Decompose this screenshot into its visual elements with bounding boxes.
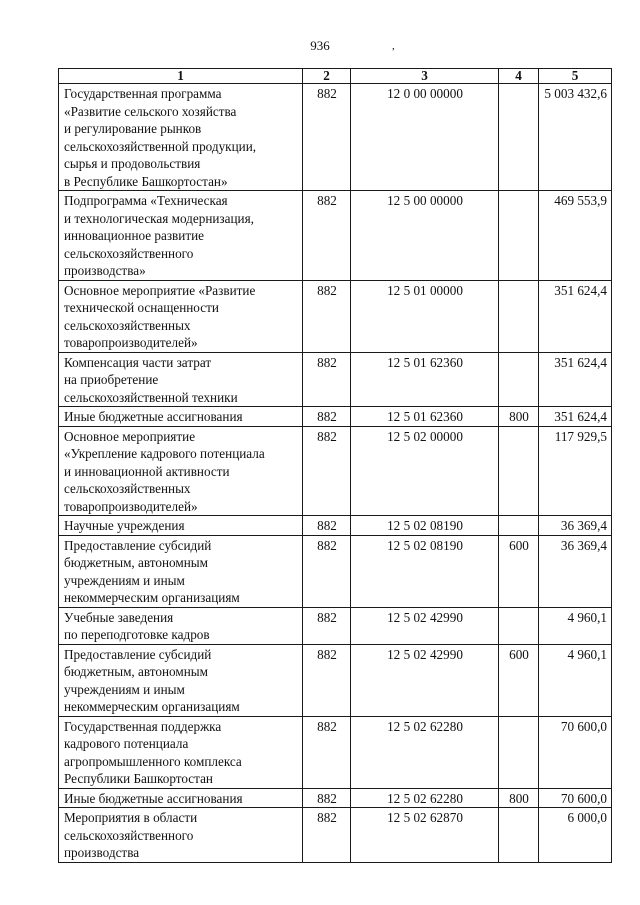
amount-cell: 36 369,4 <box>539 535 612 607</box>
expense-type-cell <box>499 84 539 191</box>
table-row <box>59 84 612 191</box>
table-row <box>59 426 612 516</box>
table-row <box>59 808 612 863</box>
item-name-line: Компенсация части затрат <box>64 354 212 370</box>
item-name-line: сельскохозяйственного <box>64 827 194 843</box>
item-name-line: «Развитие сельского хозяйства <box>64 103 237 119</box>
item-name-line: по переподготовке кадров <box>64 627 210 642</box>
expense-type-cell: 600 <box>499 535 539 607</box>
amount-cell: 36 369,4 <box>539 516 612 536</box>
item-name-line: на приобретение <box>64 372 159 387</box>
amount-cell: 70 600,0 <box>539 788 612 808</box>
item-name-line: кадрового потенциала <box>64 736 189 751</box>
header-cell-3: 3 <box>351 69 499 84</box>
table-row <box>59 407 612 427</box>
target-article-cell: 12 5 02 62280 <box>351 788 499 808</box>
item-name-line: Государственная поддержка <box>64 718 222 734</box>
item-name-line: Республики Башкортостан <box>64 771 213 786</box>
amount-cell: 351 624,4 <box>539 407 612 427</box>
amount-cell: 4 960,1 <box>539 607 612 644</box>
target-article-cell: 12 5 02 08190 <box>351 535 499 607</box>
table-row <box>59 607 612 644</box>
item-name-line: производства <box>64 845 140 860</box>
target-article-cell: 12 5 02 08190 <box>351 516 499 536</box>
item-name-line: бюджетным, автономным <box>64 555 208 570</box>
header-cell-1: 1 <box>59 69 303 84</box>
item-name-line: «Укрепление кадрового потенциала <box>64 446 265 461</box>
ministry-code-cell: 882 <box>303 280 351 352</box>
ministry-code-cell: 882 <box>303 352 351 407</box>
expense-type-cell <box>499 280 539 352</box>
item-name-line: и регулирование рынков <box>64 121 202 136</box>
amount-cell: 6 000,0 <box>539 808 612 863</box>
item-name-line: Научные учреждения <box>64 518 185 533</box>
item-name-cell <box>59 644 303 716</box>
target-article-cell: 12 5 02 62280 <box>351 716 499 788</box>
item-name-cell <box>59 280 303 352</box>
item-name-line: и технологическая модернизация, <box>64 210 254 226</box>
item-name-cell <box>59 352 303 407</box>
ministry-code-cell: 882 <box>303 426 351 516</box>
item-name-line: производства» <box>64 263 146 278</box>
target-article-cell: 12 5 01 62360 <box>351 352 499 407</box>
amount-cell: 4 960,1 <box>539 644 612 716</box>
header-row <box>59 69 612 84</box>
item-name-line: Государственная программа <box>64 86 222 101</box>
amount-cell: 117 929,5 <box>539 426 612 516</box>
table-row <box>59 280 612 352</box>
expense-type-cell <box>499 716 539 788</box>
expense-type-cell: 600 <box>499 644 539 716</box>
ministry-code-cell: 882 <box>303 516 351 536</box>
ministry-code-cell: 882 <box>303 84 351 191</box>
item-name-line: сельскохозяйственных <box>64 481 191 496</box>
item-name-line: агропромышленного комплекса <box>64 753 242 769</box>
ministry-code-cell: 882 <box>303 808 351 863</box>
expense-type-cell <box>499 516 539 536</box>
amount-cell: 351 624,4 <box>539 280 612 352</box>
amount-cell: 469 553,9 <box>539 191 612 281</box>
ministry-code-cell: 882 <box>303 607 351 644</box>
amount-cell: 70 600,0 <box>539 716 612 788</box>
page-mark: , <box>392 40 395 52</box>
item-name-line: Мероприятия в области <box>64 810 198 825</box>
table-row <box>59 535 612 607</box>
header-cell-2: 2 <box>303 69 351 84</box>
item-name-cell <box>59 808 303 863</box>
item-name-cell <box>59 426 303 516</box>
item-name-cell <box>59 607 303 644</box>
item-name-line: сельскохозяйственной продукции, <box>64 138 257 154</box>
item-name-line: Основное мероприятие «Развитие <box>64 282 256 298</box>
item-name-line: товаропроизводителей» <box>64 335 198 350</box>
table-row <box>59 516 612 536</box>
budget-table <box>58 68 612 863</box>
page-number: 936 <box>310 38 330 53</box>
ministry-code-cell: 882 <box>303 788 351 808</box>
item-name-line: технической оснащенности <box>64 300 219 315</box>
item-name-line: Основное мероприятие <box>64 428 196 444</box>
ministry-code-cell: 882 <box>303 535 351 607</box>
item-name-line: сельскохозяйственного <box>64 245 194 261</box>
target-article-cell: 12 5 02 42990 <box>351 644 499 716</box>
expense-type-cell: 800 <box>499 407 539 427</box>
item-name-cell <box>59 84 303 191</box>
table-row <box>59 191 612 281</box>
item-name-line: некоммерческим организациям <box>64 590 240 605</box>
item-name-cell <box>59 191 303 281</box>
table-row <box>59 644 612 716</box>
expense-type-cell <box>499 352 539 407</box>
item-name-line: инновационное развитие <box>64 228 205 243</box>
item-name-line: Предоставление субсидий <box>64 646 212 662</box>
item-name-cell <box>59 788 303 808</box>
item-name-cell <box>59 516 303 536</box>
expense-type-cell <box>499 426 539 516</box>
expense-type-cell <box>499 607 539 644</box>
target-article-cell: 12 5 02 62870 <box>351 808 499 863</box>
target-article-cell: 12 5 01 62360 <box>351 407 499 427</box>
ministry-code-cell: 882 <box>303 716 351 788</box>
item-name-line: некоммерческим организациям <box>64 699 240 714</box>
amount-cell: 5 003 432,6 <box>539 84 612 191</box>
table-body <box>59 84 612 863</box>
item-name-line: учреждениям и иным <box>64 572 185 588</box>
header-cell-5: 5 <box>539 69 612 84</box>
item-name-line: и инновационной активности <box>64 463 230 479</box>
amount-cell: 351 624,4 <box>539 352 612 407</box>
expense-type-cell <box>499 808 539 863</box>
target-article-cell: 12 0 00 00000 <box>351 84 499 191</box>
item-name-line: Иные бюджетные ассигнования <box>64 409 243 424</box>
table-row <box>59 352 612 407</box>
item-name-line: сельскохозяйственной техники <box>64 389 238 405</box>
target-article-cell: 12 5 02 42990 <box>351 607 499 644</box>
ministry-code-cell: 882 <box>303 644 351 716</box>
expense-type-cell: 800 <box>499 788 539 808</box>
item-name-line: учреждениям и иным <box>64 681 185 697</box>
item-name-line: сырья и продовольствия <box>64 156 201 171</box>
header-cell-4: 4 <box>499 69 539 84</box>
table-row <box>59 716 612 788</box>
expense-type-cell <box>499 191 539 281</box>
item-name-cell <box>59 716 303 788</box>
ministry-code-cell: 882 <box>303 407 351 427</box>
target-article-cell: 12 5 01 00000 <box>351 280 499 352</box>
item-name-line: Иные бюджетные ассигнования <box>64 790 243 806</box>
item-name-line: сельскохозяйственных <box>64 317 191 333</box>
item-name-line: товаропроизводителей» <box>64 498 198 514</box>
ministry-code-cell: 882 <box>303 191 351 281</box>
item-name-line: в Республике Башкортостан» <box>64 173 228 189</box>
table-row <box>59 788 612 808</box>
item-name-cell <box>59 535 303 607</box>
target-article-cell: 12 5 02 00000 <box>351 426 499 516</box>
target-article-cell: 12 5 00 00000 <box>351 191 499 281</box>
item-name-line: Предоставление субсидий <box>64 537 212 553</box>
item-name-line: Подпрограмма «Техническая <box>64 193 228 208</box>
item-name-line: бюджетным, автономным <box>64 664 208 679</box>
item-name-line: Учебные заведения <box>64 609 174 625</box>
item-name-cell <box>59 407 303 427</box>
